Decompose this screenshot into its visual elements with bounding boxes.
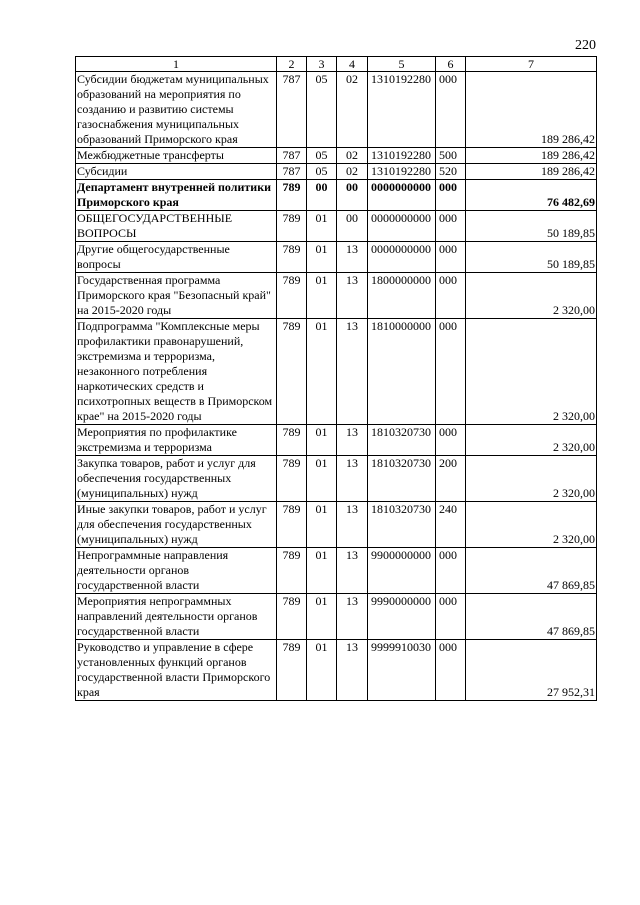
column-header: 3 [307,57,337,72]
section-code-cell: 01 [307,273,337,319]
section-code-cell: 01 [307,502,337,548]
table-row [76,242,597,273]
section-code-cell: 01 [307,456,337,502]
target-item-code-cell: 9990000000 [368,594,436,640]
grbs-code-cell: 789 [277,273,307,319]
row-name-cell: Подпрограмма "Комплексные меры профилактики правонарушений, экстремизма и терроризма, незаконного потребления наркотических средств и психотропных веществ в Приморском крае" на 2015-2020 годы [76,319,277,425]
subsection-code-cell: 13 [337,273,368,319]
grbs-code-cell: 789 [277,548,307,594]
subsection-code-cell: 00 [337,180,368,211]
expense-type-code-cell: 000 [436,425,466,456]
subsection-code-cell: 13 [337,242,368,273]
row-name-cell: Субсидии бюджетам муниципальных образований на мероприятия по созданию и развитию системы газоснабжения муниципальных образований Приморского края [76,72,277,148]
row-name-cell: Департамент внутренней политики Приморского края [76,180,277,211]
table-row [76,640,597,701]
grbs-code-cell: 789 [277,640,307,701]
grbs-code-cell: 787 [277,164,307,180]
expense-type-code-cell: 000 [436,211,466,242]
grbs-code-cell: 789 [277,319,307,425]
subsection-code-cell: 13 [337,456,368,502]
column-header: 5 [368,57,436,72]
row-name-cell: Государственная программа Приморского края "Безопасный край" на 2015-2020 годы [76,273,277,319]
table-row [76,180,597,211]
row-name-cell: Межбюджетные трансферты [76,148,277,164]
table-row [76,319,597,425]
row-name-cell: Субсидии [76,164,277,180]
row-name-cell: Руководство и управление в сфере установленных функций органов государственной власти Приморского края [76,640,277,701]
section-code-cell: 05 [307,72,337,148]
subsection-code-cell: 13 [337,594,368,640]
budget-table [75,56,597,701]
grbs-code-cell: 787 [277,72,307,148]
section-code-cell: 01 [307,548,337,594]
table-row [76,72,597,148]
table-row [76,164,597,180]
subsection-code-cell: 02 [337,164,368,180]
target-item-code-cell: 9900000000 [368,548,436,594]
expense-type-code-cell: 000 [436,594,466,640]
grbs-code-cell: 789 [277,456,307,502]
target-item-code-cell: 1810320730 [368,502,436,548]
section-code-cell: 00 [307,180,337,211]
row-name-cell: Иные закупки товаров, работ и услуг для обеспечения государственных (муниципальных) нужд [76,502,277,548]
grbs-code-cell: 789 [277,242,307,273]
section-code-cell: 01 [307,594,337,640]
expense-type-code-cell: 000 [436,180,466,211]
subsection-code-cell: 13 [337,640,368,701]
section-code-cell: 01 [307,319,337,425]
expense-type-code-cell: 000 [436,242,466,273]
row-name-cell: ОБЩЕГОСУДАРСТВЕННЫЕ ВОПРОСЫ [76,211,277,242]
target-item-code-cell: 0000000000 [368,180,436,211]
expense-type-code-cell: 000 [436,319,466,425]
target-item-code-cell: 1310192280 [368,164,436,180]
table-row [76,548,597,594]
section-code-cell: 05 [307,148,337,164]
expense-type-code-cell: 000 [436,640,466,701]
column-header: 1 [76,57,277,72]
grbs-code-cell: 789 [277,180,307,211]
subsection-code-cell: 13 [337,502,368,548]
table-row [76,425,597,456]
expense-type-code-cell: 000 [436,548,466,594]
expense-type-code-cell: 200 [436,456,466,502]
target-item-code-cell: 0000000000 [368,211,436,242]
subsection-code-cell: 02 [337,72,368,148]
row-name-cell: Непрограммные направления деятельности органов государственной власти [76,548,277,594]
row-name-cell: Мероприятия непрограммных направлений деятельности органов государственной власти [76,594,277,640]
amount-cell: 50 189,85 [466,242,597,273]
table-row [76,148,597,164]
amount-cell: 50 189,85 [466,211,597,242]
subsection-code-cell: 02 [337,148,368,164]
table-row [76,502,597,548]
table-row [76,211,597,242]
amount-cell: 189 286,42 [466,164,597,180]
page-number: 220 [575,38,596,53]
expense-type-code-cell: 000 [436,72,466,148]
header-row [76,57,597,72]
amount-cell: 27 952,31 [466,640,597,701]
target-item-code-cell: 1310192280 [368,148,436,164]
target-item-code-cell: 1800000000 [368,273,436,319]
amount-cell: 2 320,00 [466,425,597,456]
amount-cell: 47 869,85 [466,548,597,594]
grbs-code-cell: 789 [277,425,307,456]
amount-cell: 2 320,00 [466,456,597,502]
row-name-cell: Мероприятия по профилактике экстремизма и терроризма [76,425,277,456]
column-header: 6 [436,57,466,72]
amount-cell: 76 482,69 [466,180,597,211]
table-body [76,57,597,701]
section-code-cell: 05 [307,164,337,180]
amount-cell: 189 286,42 [466,148,597,164]
subsection-code-cell: 13 [337,425,368,456]
column-header: 4 [337,57,368,72]
amount-cell: 189 286,42 [466,72,597,148]
subsection-code-cell: 00 [337,211,368,242]
row-name-cell: Закупка товаров, работ и услуг для обеспечения государственных (муниципальных) нужд [76,456,277,502]
target-item-code-cell: 1810320730 [368,456,436,502]
target-item-code-cell: 9999910030 [368,640,436,701]
section-code-cell: 01 [307,242,337,273]
row-name-cell: Другие общегосударственные вопросы [76,242,277,273]
expense-type-code-cell: 240 [436,502,466,548]
grbs-code-cell: 789 [277,594,307,640]
section-code-cell: 01 [307,211,337,242]
expense-type-code-cell: 500 [436,148,466,164]
table-row [76,594,597,640]
amount-cell: 2 320,00 [466,502,597,548]
column-header: 2 [277,57,307,72]
table-row [76,456,597,502]
subsection-code-cell: 13 [337,548,368,594]
target-item-code-cell: 1310192280 [368,72,436,148]
grbs-code-cell: 789 [277,502,307,548]
column-header: 7 [466,57,597,72]
target-item-code-cell: 1810320730 [368,425,436,456]
section-code-cell: 01 [307,640,337,701]
subsection-code-cell: 13 [337,319,368,425]
grbs-code-cell: 787 [277,148,307,164]
table-row [76,273,597,319]
amount-cell: 2 320,00 [466,319,597,425]
expense-type-code-cell: 000 [436,273,466,319]
section-code-cell: 01 [307,425,337,456]
amount-cell: 2 320,00 [466,273,597,319]
expense-type-code-cell: 520 [436,164,466,180]
target-item-code-cell: 1810000000 [368,319,436,425]
target-item-code-cell: 0000000000 [368,242,436,273]
amount-cell: 47 869,85 [466,594,597,640]
grbs-code-cell: 789 [277,211,307,242]
